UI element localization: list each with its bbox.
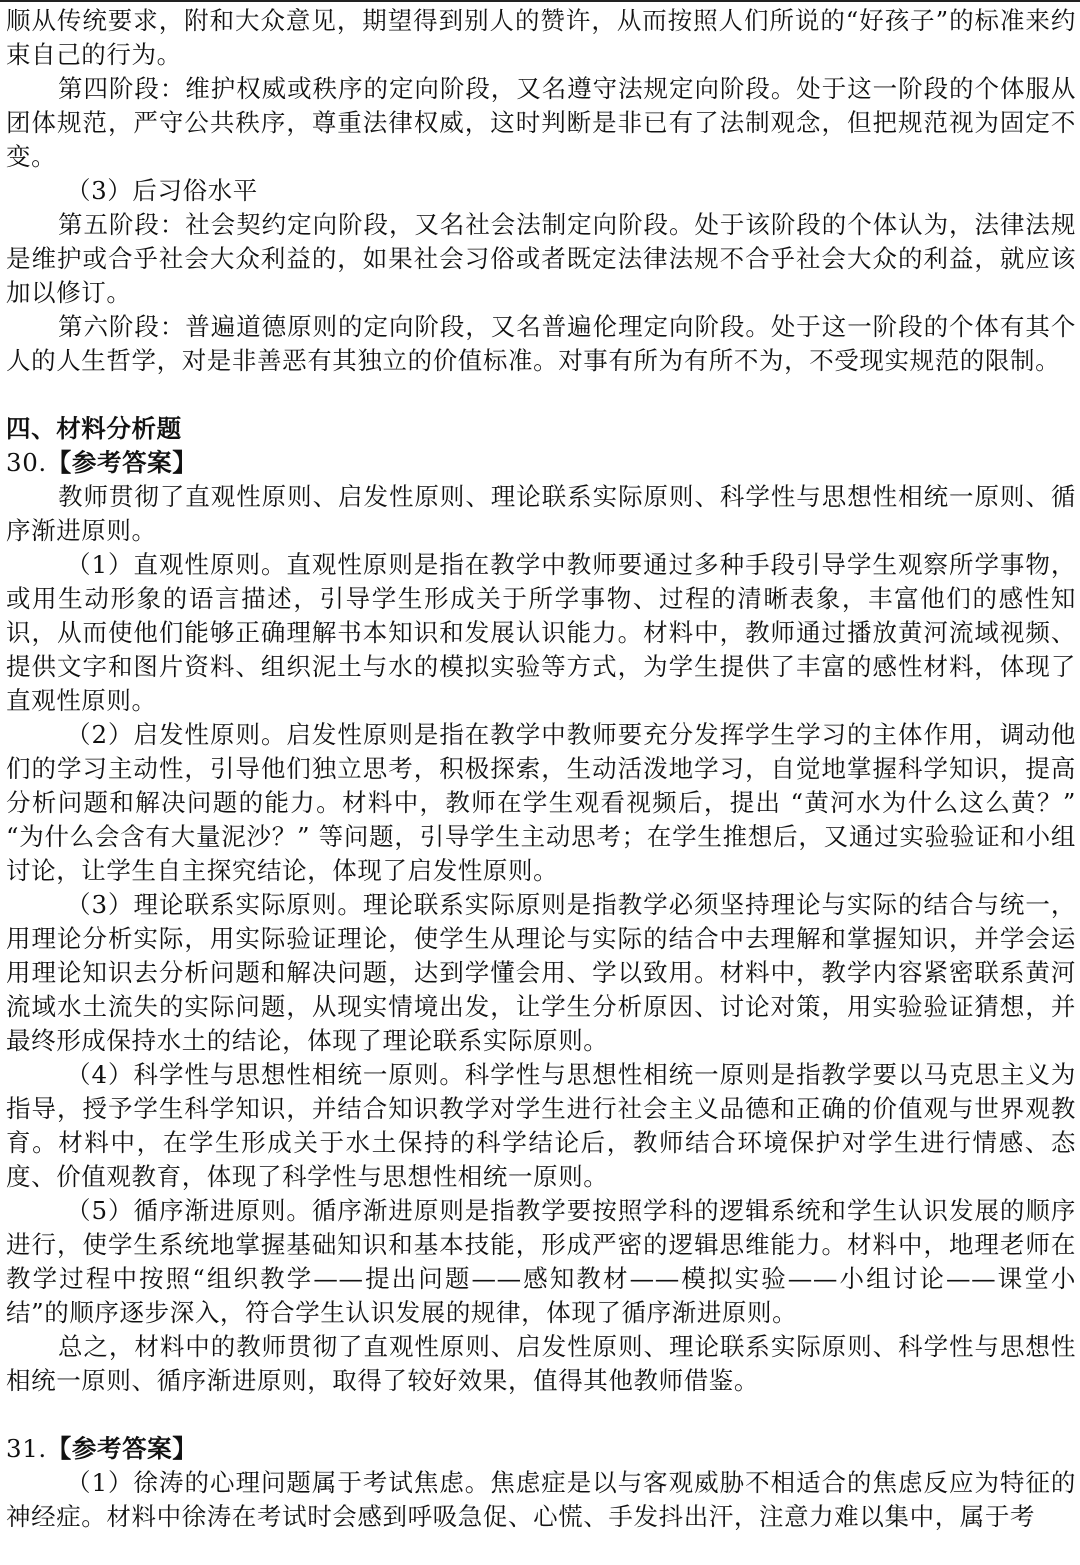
q31-number: 31. — [6, 1434, 47, 1463]
q30-point-5: （5）循序渐进原则。循序渐进原则是指教学要按照学科的逻辑系统和学生认识发展的顺序进行，使学生系统地掌握基础知识和基本技能，形成严密的逻辑思维能力。材料中，地理老师在教学过程中按照“组织教学——提出问题——感知教材——模拟实验——小组讨论——课堂小结”的顺序逐步深入，符合学生认识发展的规律，体现了循序渐进原则。 — [6, 1196, 1076, 1327]
q30-point-2: （2）启发性原则。启发性原则是指在教学中教师要充分发挥学生学习的主体作用，调动他们的学习主动性，引导他们独立思考，积极探索，生动活泼地学习，自觉地掌握科学知识，提高分析问题和解决问题的能力。材料中，教师在学生观看视频后，提出 “黄河水为什么这么黄？” “为什么会含有大量泥沙？” 等问题，引导学生主动思考；在学生推想后，又通过实验验证和小组讨论，让学生自主探究结论，体现了启发性原则。 — [6, 720, 1076, 885]
q30-summary: 总之，材料中的教师贯彻了直观性原则、启发性原则、理论联系实际原则、科学性与思想性相统一原则、循序渐进原则，取得了较好效果，值得其他教师借鉴。 — [6, 1332, 1076, 1395]
question-spacer — [6, 1398, 1076, 1432]
q30-intro: 教师贯彻了直观性原则、启发性原则、理论联系实际原则、科学性与思想性相统一原则、循序渐进原则。 — [6, 482, 1076, 545]
document-page — [6, 4, 1076, 1534]
q31-answer-tag: 【参考答案】 — [46, 1434, 198, 1463]
stage5-paragraph: 第五阶段：社会契约定向阶段，又名社会法制定向阶段。处于该阶段的个体认为，法律法规是维护或合乎社会大众利益的，如果社会习俗或者既定法律法规不合乎社会大众的利益，就应该加以修订。 — [6, 210, 1076, 307]
top-border-line — [0, 0, 1080, 2]
q31-answer-label — [6, 1432, 1076, 1466]
q31-point-1: （1）徐涛的心理问题属于考试焦虑。焦虑症是以与客观威胁不相适合的焦虑反应为特征的神经症。材料中徐涛在考试时会感到呼吸急促、心慌、手发抖出汗，注意力难以集中，属于考 — [6, 1468, 1076, 1531]
section-heading: 四、材料分析题 — [6, 414, 182, 443]
stage4-paragraph: 第四阶段：维护权威或秩序的定向阶段，又名遵守法规定向阶段。处于这一阶段的个体服从团体规范，严守公共秩序，尊重法律权威，这时判断是非已有了法制观念，但把规范视为固定不变。 — [6, 74, 1076, 171]
stage3-continuation: 顺从传统要求，附和大众意见，期望得到别人的赞许，从而按照人们所说的“好孩子”的标准来约束自己的行为。 — [6, 6, 1076, 69]
stage6-paragraph: 第六阶段：普遍道德原则的定向阶段，又名普遍伦理定向阶段。处于这一阶段的个体有其个人的人生哲学，对是非善恶有其独立的价值标准。对事有所为有所不为，不受现实规范的限制。 — [6, 312, 1076, 375]
q30-answer-tag: 【参考答案】 — [46, 448, 198, 477]
q30-point-1: （1）直观性原则。直观性原则是指在教学中教师要通过多种手段引导学生观察所学事物，或用生动形象的语言描述，引导学生形成关于所学事物、过程的清晰表象，丰富他们的感性知识，从而使他们能够正确理解书本知识和发展认识能力。材料中，教师通过播放黄河流域视频、提供文字和图片资料、组织泥土与水的模拟实验等方式，为学生提供了丰富的感性材料，体现了直观性原则。 — [6, 550, 1076, 715]
q30-point-3: （3）理论联系实际原则。理论联系实际原则是指教学必须坚持理论与实际的结合与统一，用理论分析实际，用实际验证理论，使学生从理论与实际的结合中去理解和掌握知识，并学会运用理论知识去分析问题和解决问题，达到学懂会用、学以致用。材料中，教学内容紧密联系黄河流域水土流失的实际问题，从现实情境出发，让学生分析原因、讨论对策，用实验验证猜想，并最终形成保持水土的结论，体现了理论联系实际原则。 — [6, 890, 1076, 1055]
q30-answer-label — [6, 446, 1076, 480]
q30-point-4: （4）科学性与思想性相统一原则。科学性与思想性相统一原则是指教学要以马克思主义为指导，授予学生科学知识，并结合知识教学对学生进行社会主义品德和正确的价值观与世界观教育。材料中，在学生形成关于水土保持的科学结论后，教师结合环境保护对学生进行情感、态度、价值观教育，体现了科学性与思想性相统一原则。 — [6, 1060, 1076, 1191]
post-conventional-level-title: （3）后习俗水平 — [66, 176, 258, 205]
section-spacer — [6, 378, 1076, 412]
q30-number: 30. — [6, 448, 47, 477]
